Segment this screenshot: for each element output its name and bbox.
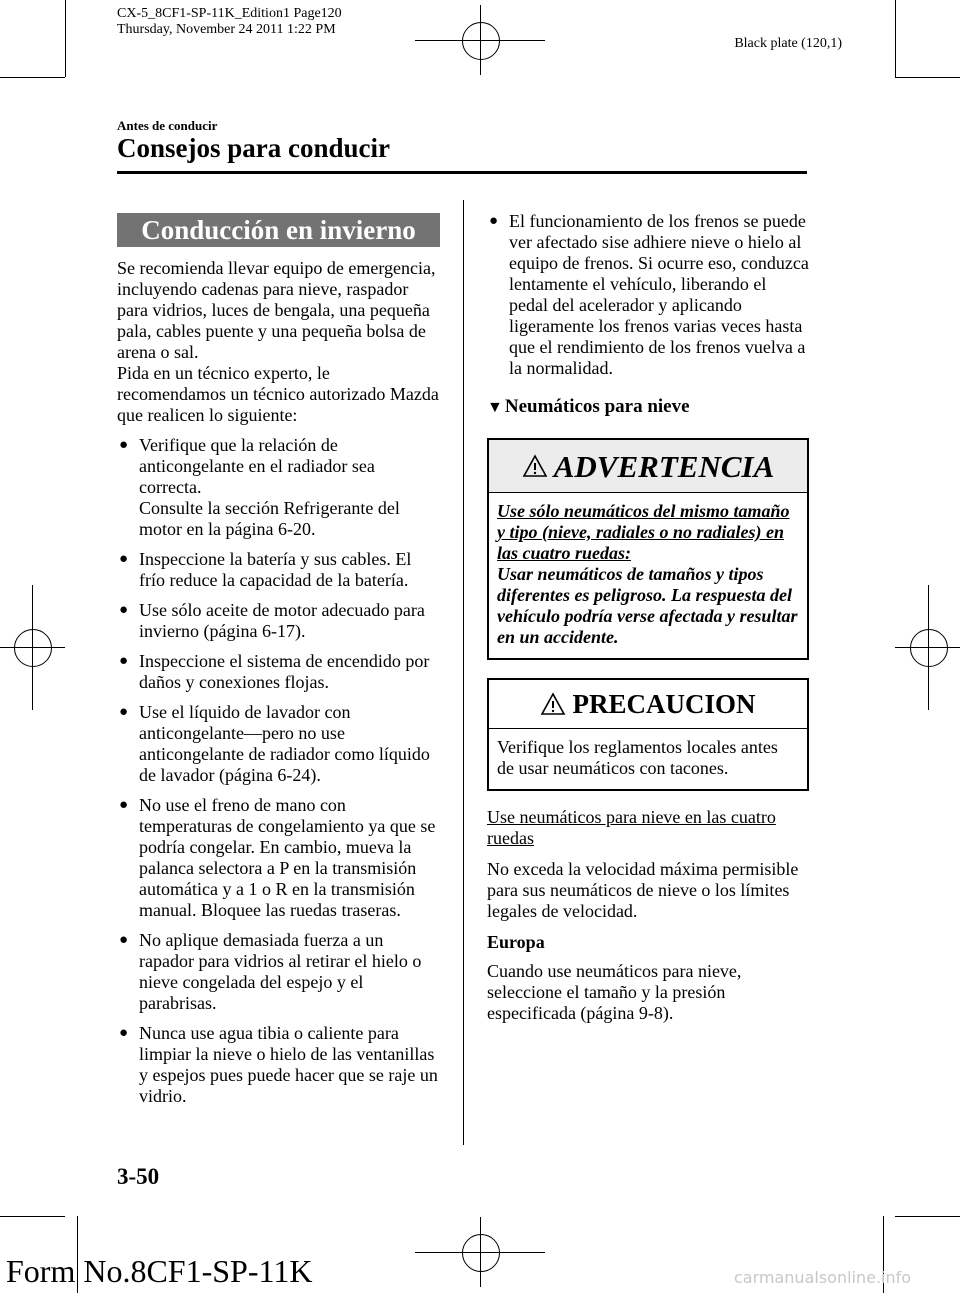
four-wheels-heading: Use neumáticos para nieve en las cuatro ruedas	[487, 807, 776, 848]
warning-box	[487, 438, 809, 660]
winter-checklist	[117, 435, 440, 1107]
snow-tires-heading: ▼ Neumáticos para nieve	[487, 396, 690, 417]
form-number: Form No.8CF1-SP-11K	[6, 1253, 313, 1289]
intro-paragraph-1: Se recomienda llevar equipo de emergencia, incluyendo cadenas para nieve, raspador para vidrios, luces de bengala, una pequeña pala, cables puente y una pequeña bolsa de arena o sal.	[117, 258, 436, 362]
section-title: Antes de conducir	[117, 118, 218, 133]
bullet-icon: ●	[119, 653, 129, 669]
list-item: ● Inspeccione el sistema de encendido por daños y conexiones flojas.	[119, 651, 430, 692]
list-item: ● Inspeccione la batería y sus cables. El frío reduce la capacidad de la batería.	[119, 549, 412, 590]
warning-underlined-text: Use sólo neumáticos del mismo tamaño y tipo (nieve, radiales o no radiales) en las cuatro ruedas:	[497, 501, 790, 563]
plate-label: Black plate (120,1)	[734, 36, 842, 51]
left-column	[117, 213, 440, 1107]
list-item: ● Nunca use agua tibia o caliente para limpiar la nieve o hielo de las ventanillas y espejos pues puede hacer que se raje un vidrio.	[119, 1023, 438, 1106]
bullet-icon: ●	[119, 551, 129, 567]
warning-text: Usar neumáticos de tamaños y tipos diferentes es peligroso. La respuesta del vehículo podría verse afectada y resultar en un accidente.	[497, 564, 798, 647]
bullet-icon: ●	[119, 704, 129, 720]
warning-title-bar	[489, 440, 807, 493]
column-divider	[463, 200, 464, 1145]
file-info-line2: Thursday, November 24 2011 1:22 PM	[117, 22, 336, 37]
list-item-note: Consulte la sección Refrigerante del motor en la página 6-20.	[139, 498, 400, 539]
intro-paragraph-2: Pida en un técnico experto, le recomendamos un técnico autorizado Mazda que realicen lo siguiente:	[117, 363, 439, 425]
caution-triangle-icon	[540, 692, 566, 716]
file-info	[117, 6, 342, 38]
bullet-icon: ●	[119, 1025, 129, 1041]
brake-list	[487, 211, 809, 379]
bullet-icon: ●	[119, 437, 129, 453]
bullet-icon: ●	[119, 932, 129, 948]
list-item: ● El funcionamiento de los frenos se puede ver afectado sise adhiere nieve o hielo al equipo de frenos. Si ocurre eso, conduzca lentamente el vehículo, liberando el pedal del acelerador y aplicando ligeramente los frenos varias veces hasta que el rendimiento de los frenos vuelva a la normalidad.	[489, 211, 809, 378]
chapter-title: Consejos para conducir	[117, 133, 391, 163]
warning-title: ADVERTENCIA	[553, 448, 775, 484]
warning-body	[489, 493, 807, 658]
file-info-line1: CX-5_8CF1-SP-11K_Edition1 Page120	[117, 6, 342, 21]
pressure-paragraph: Cuando use neumáticos para nieve, seleccione el tamaño y la presión especificada (página 9-8).	[487, 961, 742, 1023]
list-item: ● Use el líquido de lavador con anticongelante―pero no use anticongelante de radiador como líquido de lavador (página 6-24).	[119, 702, 430, 785]
caution-title: PRECAUCION	[572, 688, 756, 719]
bullet-icon: ●	[489, 213, 499, 229]
list-item: ● No aplique demasiada fuerza a un rapador para vidrios al retirar el hielo o nieve congelada del espejo y el parabrisas.	[119, 930, 422, 1013]
caution-title-bar	[489, 680, 807, 729]
warning-triangle-icon	[522, 454, 548, 478]
region-label: Europa	[487, 932, 545, 952]
watermark: carmanualsonline.info	[734, 1268, 912, 1287]
bullet-icon: ●	[119, 797, 129, 813]
page-number: 3-50	[117, 1164, 160, 1189]
triangle-down-icon: ▼	[487, 399, 503, 416]
list-item: ● No use el freno de mano con temperaturas de congelamiento ya que se podría congelar. En cambio, mueva la palanca selectora a P en la transmisión automática y a 1 o R en la transmisión manual. Bloquee las ruedas traseras.	[119, 795, 436, 920]
speed-paragraph: No exceda la velocidad máxima permisible para sus neumáticos de nieve o los límites legales de velocidad.	[487, 859, 799, 921]
caution-box	[487, 678, 809, 791]
bullet-icon: ●	[119, 602, 129, 618]
winter-driving-banner: Conducción en invierno	[117, 213, 440, 247]
caution-body: Verifique los reglamentos locales antes de usar neumáticos con tacones.	[497, 737, 778, 778]
list-item: ● Use sólo aceite de motor adecuado para invierno (página 6-17).	[119, 600, 425, 641]
list-item: ● Verifique que la relación de anticongelante en el radiador sea correcta. Consulte la sección Refrigerante del motor en la página 6-20.	[119, 435, 400, 539]
header-rule	[117, 171, 807, 174]
right-column	[487, 211, 809, 1024]
